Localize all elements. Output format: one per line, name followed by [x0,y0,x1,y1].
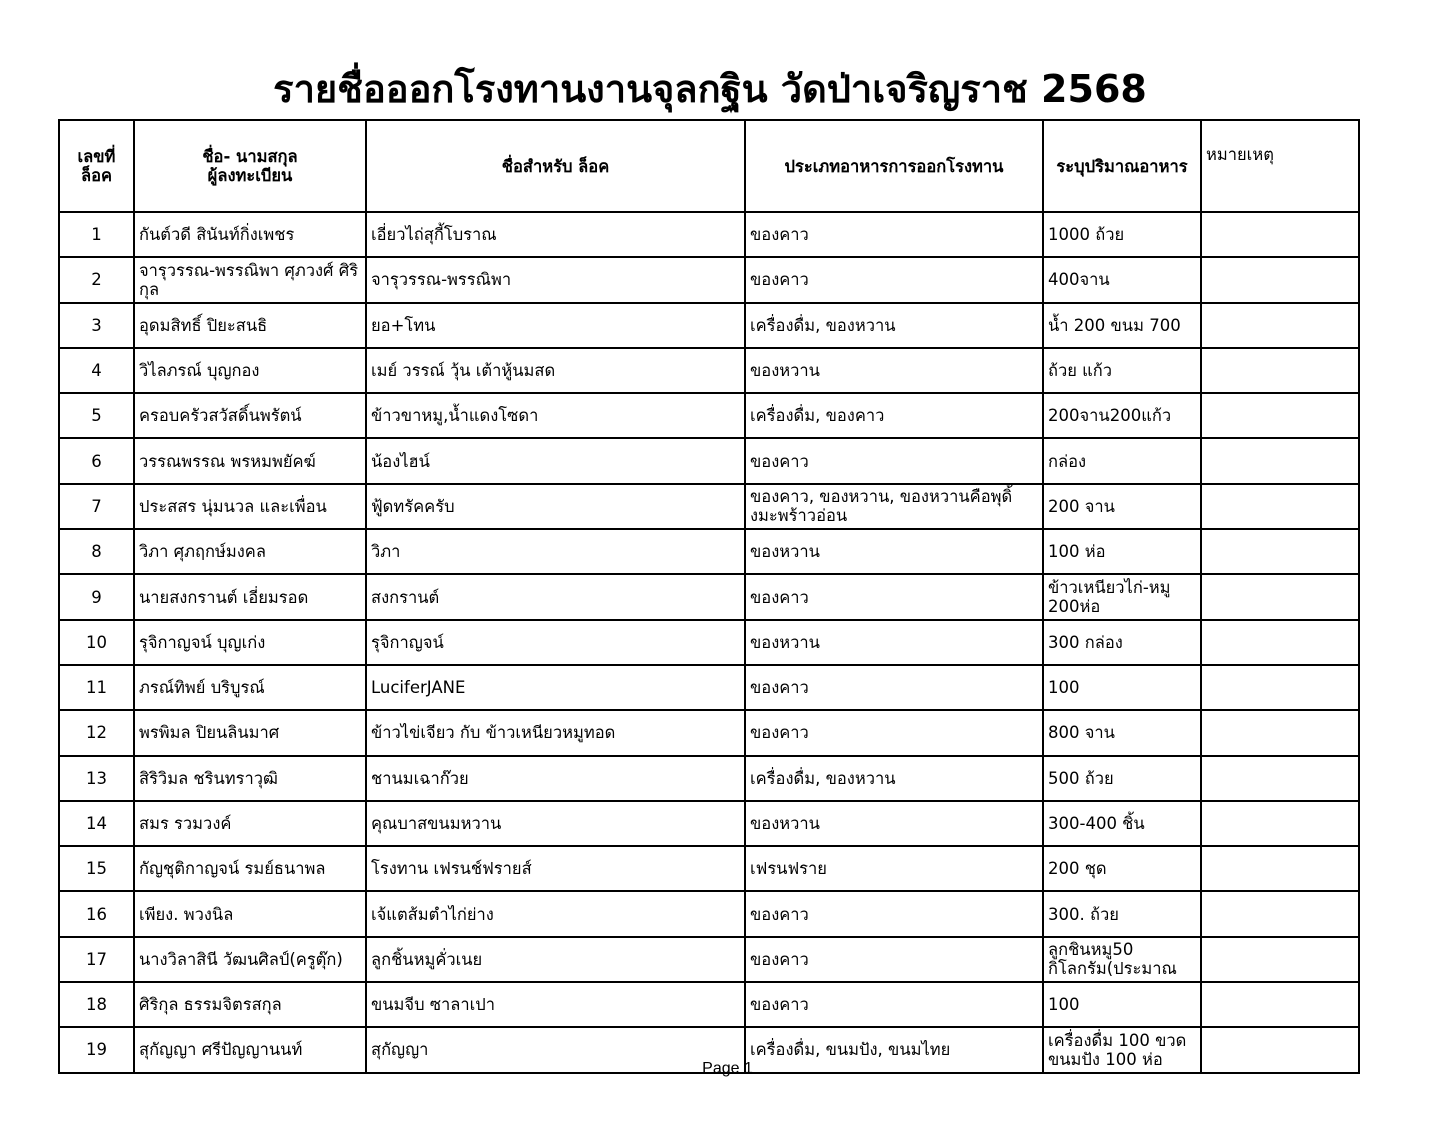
cell-quantity: 200จาน200แก้ว [1043,393,1201,438]
table-row [59,937,1359,982]
cell-quantity: 1000 ถ้วย [1043,212,1201,257]
cell-food-type: เฟรนฟราย [745,846,1043,891]
table-row [59,484,1359,529]
table-row [59,574,1359,619]
cell-lot-name: สงกรานต์ [366,574,745,619]
cell-lot-name: เจ้แตส้มตำไก่ย่าง [366,891,745,936]
table-row [59,212,1359,257]
cell-lot-number: 11 [59,665,134,710]
cell-lot-name: โรงทาน เฟรนช์ฟรายส์ [366,846,745,891]
cell-remark [1201,348,1359,393]
cell-food-type: เครื่องดื่ม, ของคาว [745,393,1043,438]
cell-food-type: เครื่องดื่ม, ขนมปัง, ขนมไทย [745,1027,1043,1072]
header-quantity: ระบุปริมาณอาหาร [1043,120,1201,212]
cell-food-type: ของคาว [745,257,1043,302]
cell-remark [1201,393,1359,438]
cell-lot-number: 14 [59,801,134,846]
cell-registrant: วิภา ศุภฤกษ์มงคล [134,529,366,574]
cell-lot-number: 13 [59,756,134,801]
cell-quantity: 400จาน [1043,257,1201,302]
cell-remark [1201,801,1359,846]
cell-quantity: 300. ถ้วย [1043,891,1201,936]
cell-food-type: ของคาว [745,891,1043,936]
cell-remark [1201,710,1359,755]
table-row [59,665,1359,710]
cell-lot-name: เมย์ วรรณ์ วุ้น เต้าหู้นมสด [366,348,745,393]
table-body [59,212,1359,1073]
cell-remark [1201,438,1359,483]
table-row [59,846,1359,891]
cell-remark [1201,982,1359,1027]
cell-lot-name: เอี่ยวไถ่สุกี้โบราณ [366,212,745,257]
cell-lot-name: ขนมจีบ ซาลาเปา [366,982,745,1027]
cell-lot-name: จารุวรรณ-พรรณิพา [366,257,745,302]
cell-lot-name: LuciferJANE [366,665,745,710]
cell-registrant: กันต์วดี สินันท์กิ่งเพชร [134,212,366,257]
cell-lot-number: 17 [59,937,134,982]
table-row [59,303,1359,348]
page-title: รายชื่อออกโรงทานงานจุลกฐิน วัดป่าเจริญราช 2568 [273,67,1147,111]
cell-registrant: สิริวิมล ชรินทราวุฒิ [134,756,366,801]
header-row [59,120,1359,212]
cell-lot-number: 7 [59,484,134,529]
cell-food-type: ของคาว [745,574,1043,619]
cell-lot-number: 3 [59,303,134,348]
cell-lot-number: 4 [59,348,134,393]
cell-quantity: กล่อง [1043,438,1201,483]
cell-registrant: กัญชุติกาญจน์ รมย์ธนาพล [134,846,366,891]
cell-remark [1201,620,1359,665]
cell-lot-name: ข้าวไข่เจียว กับ ข้าวเหนียวหมูทอด [366,710,745,755]
table-row [59,756,1359,801]
cell-quantity: 200 จาน [1043,484,1201,529]
cell-lot-number: 12 [59,710,134,755]
table-row [59,438,1359,483]
cell-lot-number: 19 [59,1027,134,1072]
header-lot-number-line2: ล็อค [80,166,113,185]
cell-remark [1201,484,1359,529]
cell-food-type: ของคาว [745,438,1043,483]
table-header [59,120,1359,212]
cell-lot-number: 1 [59,212,134,257]
cell-quantity: ลูกชินหมู50 กิโลกรัม(ประมาณ [1043,937,1201,982]
header-registrant-line2: ผู้ลงทะเบียน [207,166,293,185]
header-registrant-line1: ชื่อ- นามสกุล [202,147,298,166]
cell-lot-name: คุณบาสขนมหวาน [366,801,745,846]
cell-lot-name: ชานมเฉาก๊วย [366,756,745,801]
cell-quantity: 300 กล่อง [1043,620,1201,665]
cell-registrant: อุดมสิทธิ์ ปิยะสนธิ [134,303,366,348]
registration-table [58,119,1360,1074]
cell-lot-number: 9 [59,574,134,619]
cell-lot-name: ฟู้ดทรัคครับ [366,484,745,529]
table-row [59,529,1359,574]
cell-registrant: วิไลภรณ์ บุญกอง [134,348,366,393]
cell-quantity: 800 จาน [1043,710,1201,755]
cell-lot-name: ลูกชิ้นหมูคั่วเนย [366,937,745,982]
header-remark: หมายเหตุ [1201,120,1359,212]
cell-remark [1201,891,1359,936]
cell-registrant: วรรณพรรณ พรหมพยัคฆ์ [134,438,366,483]
cell-remark [1201,937,1359,982]
cell-food-type: ของคาว [745,665,1043,710]
cell-lot-name: ยอ+โทน [366,303,745,348]
page-number: Page 1 [702,1060,753,1077]
table-row [59,710,1359,755]
cell-lot-number: 8 [59,529,134,574]
cell-lot-number: 18 [59,982,134,1027]
header-lot-number-line1: เลขที่ [77,147,116,166]
cell-food-type: ของหวาน [745,801,1043,846]
cell-quantity: 500 ถ้วย [1043,756,1201,801]
cell-food-type: ของคาว [745,937,1043,982]
cell-food-type: เครื่องดื่ม, ของหวาน [745,756,1043,801]
cell-lot-name: สุกัญญา [366,1027,745,1072]
cell-lot-name: น้องไฮน์ [366,438,745,483]
cell-lot-number: 2 [59,257,134,302]
table-row [59,801,1359,846]
cell-remark [1201,303,1359,348]
header-registrant [134,120,366,212]
cell-food-type: ของหวาน [745,529,1043,574]
cell-registrant: ศิริกุล ธรรมจิตรสกุล [134,982,366,1027]
cell-registrant: พรพิมล ปิยนลินมาศ [134,710,366,755]
cell-registrant: สมร รวมวงค์ [134,801,366,846]
cell-quantity: ถ้วย แก้ว [1043,348,1201,393]
cell-lot-number: 5 [59,393,134,438]
cell-registrant: ครอบครัวสวัสดิ์นพรัตน์ [134,393,366,438]
cell-lot-name: ข้าวขาหมู,น้ำแดงโซดา [366,393,745,438]
cell-registrant: สุกัญญา ศรีปัญญานนท์ [134,1027,366,1072]
cell-food-type: ของคาว, ของหวาน, ของหวานคือพุดิ้งมะพร้าวอ่อน [745,484,1043,529]
cell-quantity: 100 [1043,665,1201,710]
cell-lot-number: 6 [59,438,134,483]
cell-quantity: 200 ชุด [1043,846,1201,891]
table-row [59,393,1359,438]
cell-remark [1201,212,1359,257]
header-food-type: ประเภทอาหารการออกโรงทาน [745,120,1043,212]
table-row [59,348,1359,393]
cell-food-type: ของคาว [745,710,1043,755]
cell-quantity: 100 ห่อ [1043,529,1201,574]
cell-quantity: ข้าวเหนียวไก่-หมู 200ห่อ [1043,574,1201,619]
cell-food-type: ของหวาน [745,348,1043,393]
header-lot-name: ชื่อสำหรับ ล็อค [366,120,745,212]
cell-food-type: ของหวาน [745,620,1043,665]
table-row [59,982,1359,1027]
cell-remark [1201,846,1359,891]
cell-quantity: เครื่องดื่ม 100 ขวด ขนมปัง 100 ห่อ [1043,1027,1201,1072]
cell-registrant: ภรณ์ทิพย์ บริบูรณ์ [134,665,366,710]
cell-remark [1201,574,1359,619]
cell-registrant: รุจิกาญจน์ บุญเก่ง [134,620,366,665]
cell-lot-name: วิภา [366,529,745,574]
cell-remark [1201,529,1359,574]
cell-quantity: 100 [1043,982,1201,1027]
cell-lot-name: รุจิกาญจน์ [366,620,745,665]
cell-registrant: ประสสร นุ่มนวล และเพื่อน [134,484,366,529]
table-row [59,257,1359,302]
table-row [59,620,1359,665]
cell-remark [1201,756,1359,801]
cell-remark [1201,257,1359,302]
cell-food-type: ของคาว [745,212,1043,257]
cell-remark [1201,665,1359,710]
cell-lot-number: 10 [59,620,134,665]
cell-registrant: นางวิลาสินี วัฒนศิลป์(ครูตุ๊ก) [134,937,366,982]
cell-food-type: เครื่องดื่ม, ของหวาน [745,303,1043,348]
table-row [59,891,1359,936]
header-lot-number [59,120,134,212]
cell-registrant: นายสงกรานต์ เอี่ยมรอด [134,574,366,619]
cell-lot-number: 16 [59,891,134,936]
cell-quantity: 300-400 ชิ้น [1043,801,1201,846]
cell-quantity: น้ำ 200 ขนม 700 [1043,303,1201,348]
cell-food-type: ของคาว [745,982,1043,1027]
cell-lot-number: 15 [59,846,134,891]
cell-registrant: เพียง. พวงนิล [134,891,366,936]
cell-registrant: จารุวรรณ-พรรณิพา ศุภวงศ์ ศิริกุล [134,257,366,302]
